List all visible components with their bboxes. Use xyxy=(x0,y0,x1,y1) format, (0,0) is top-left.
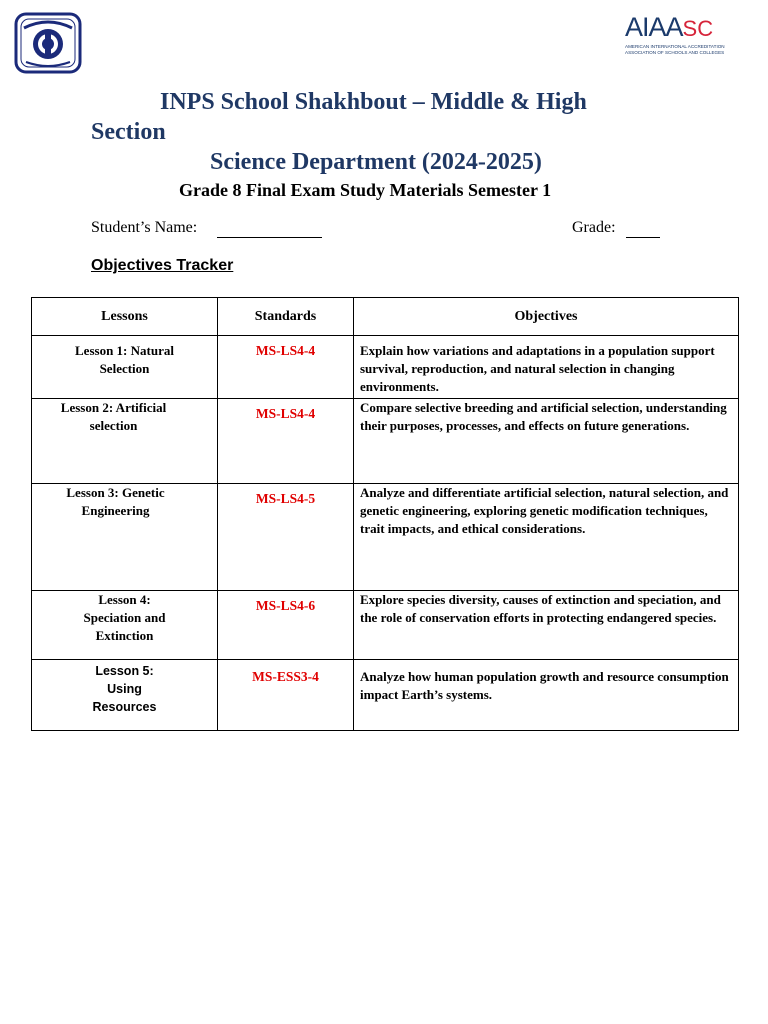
standard-cell: MS-LS4-6 xyxy=(218,591,354,660)
objective-cell: Explore species diversity, causes of extinction and speciation, and the role of conservation efforts in protecting endangered species. xyxy=(354,591,739,660)
standard-cell: MS-LS4-4 xyxy=(218,399,354,484)
lesson-cell: Lesson 1: Natural Selection xyxy=(32,336,218,399)
lesson-cell: Lesson 3: Genetic Engineering xyxy=(32,484,218,591)
accreditation-logo xyxy=(622,12,732,68)
table-header-row xyxy=(32,298,739,336)
objective-cell: Analyze and differentiate artificial selection, natural selection, and genetic engineering, exploring genetic modification techniques, trait impacts, and ethical considerations. xyxy=(354,484,739,591)
table-row xyxy=(32,336,739,399)
column-header-lessons: Lessons xyxy=(32,298,218,336)
table-row xyxy=(32,484,739,591)
school-logo xyxy=(14,12,82,74)
lesson-cell: Lesson 4: Speciation and Extinction xyxy=(32,591,218,660)
table-row xyxy=(32,660,739,731)
grade-field[interactable] xyxy=(626,237,660,238)
section-title: Objectives Tracker xyxy=(91,257,234,274)
standard-cell: MS-LS4-4 xyxy=(218,336,354,399)
column-header-standards: Standards xyxy=(218,298,354,336)
lesson-cell: Lesson 5: Using Resources xyxy=(32,660,218,731)
school-emblem-icon xyxy=(14,12,82,74)
objective-cell: Analyze how human population growth and resource consumption impact Earth’s systems. xyxy=(354,660,739,731)
logo-brand-a: AIAA xyxy=(625,12,683,42)
grade-label: Grade: xyxy=(572,219,616,236)
logo-tagline: AMERICAN INTERNATIONAL ACCREDITATION ASSOCIATION OF SCHOOLS AND COLLEGES xyxy=(625,44,725,55)
logo-brand-s: SC xyxy=(682,16,714,41)
objectives-table xyxy=(31,297,739,731)
document-subtitle: Grade 8 Final Exam Study Materials Semester 1 xyxy=(179,180,552,200)
school-title-line2: Section xyxy=(91,119,166,145)
school-title-line1: INPS School Shakhbout – Middle & High xyxy=(160,89,587,115)
student-name-label: Student’s Name: xyxy=(91,219,198,236)
column-header-objectives: Objectives xyxy=(354,298,739,336)
standard-cell: MS-LS4-5 xyxy=(218,484,354,591)
objective-cell: Compare selective breeding and artificial selection, understanding their purposes, processes, and effects on future generations. xyxy=(354,399,739,484)
department-title: Science Department (2024-2025) xyxy=(210,149,542,175)
objective-cell: Explain how variations and adaptations in a population support survival, reproduction, and natural selection in changing environments. xyxy=(354,336,739,399)
table-row xyxy=(32,399,739,484)
table-row xyxy=(32,591,739,660)
student-name-field[interactable] xyxy=(217,237,322,238)
lesson-cell: Lesson 2: Artificial selection xyxy=(32,399,218,484)
standard-cell: MS-ESS3-4 xyxy=(218,660,354,731)
